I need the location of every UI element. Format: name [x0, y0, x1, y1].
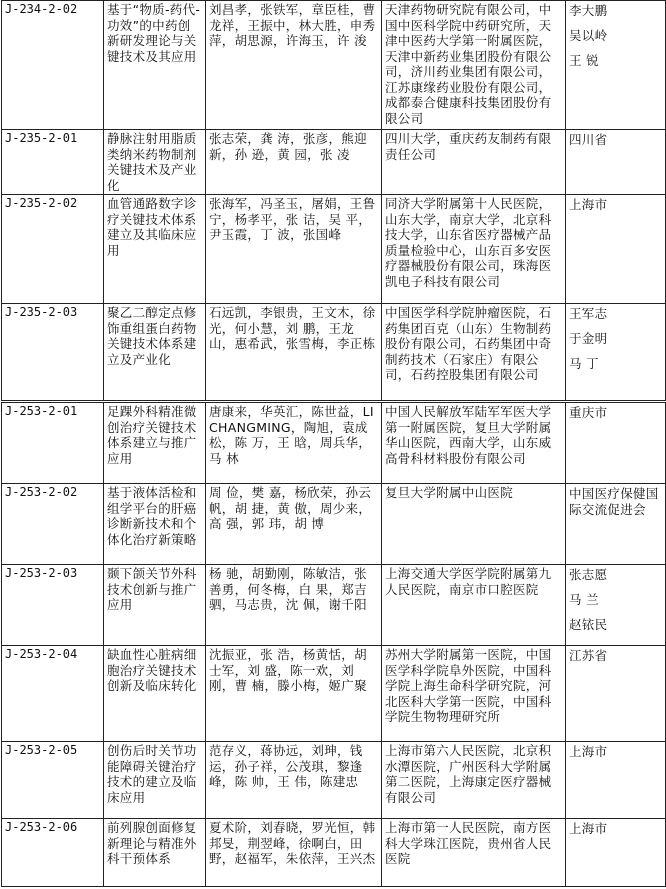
project-title: 聚乙二醇定点修饰重组蛋白药物关键技术体系建立及产业化: [104, 304, 206, 402]
project-members: 沈振亚，张 浩，杨黄恬，胡士军，刘 盛，陈一欢，刘 刚，曹 楠，滕小梅，姬广聚: [206, 646, 382, 742]
award-projects-table: [1, 0, 666, 887]
table-row: [2, 402, 666, 484]
project-code: J-253-2-04: [2, 646, 104, 742]
table-row: [2, 819, 666, 887]
project-members: 杨 驰，胡勤刚，陈敏洁，张善勇，何冬梅，白 果，郑吉驷，马志贵，沈 佩，谢千阳: [206, 565, 382, 646]
project-units: 上海交通大学医学院附属第九人民医院，南京市口腔医院: [382, 565, 566, 646]
table-row: [2, 565, 666, 646]
table-row: [2, 304, 666, 402]
recommender-name: 王军志: [569, 306, 608, 321]
recommender-name: 吴以岭: [569, 28, 608, 43]
project-units: 中国人民解放军陆军军医大学第一附属医院，复旦大学附属华山医院，西南大学，山东威高骨科材料股份有限公司: [382, 402, 566, 484]
project-units: 四川大学，重庆药友制药有限责任公司: [382, 130, 566, 195]
project-title: 血管通路数字诊疗关键技术体系建立及其临床应用: [104, 195, 206, 304]
project-title: 足踝外科精准微创治疗关键技术体系建立与推广应用: [104, 402, 206, 484]
project-recommenders: [566, 304, 666, 402]
project-recommenders: [566, 130, 666, 195]
project-recommenders: [566, 742, 666, 819]
project-members: 周 俭，樊 嘉，杨欣荣，孙云帆，胡 捷，黄 傲，周少来，高 强，郭 玮，胡 博: [206, 484, 382, 565]
recommender-name: 上海市: [569, 821, 608, 836]
recommender-name: 重庆市: [569, 405, 608, 420]
project-title: 创伤后时关节功能障碍关键治疗技术的建立及临床应用: [104, 742, 206, 819]
table-row: [2, 646, 666, 742]
project-code: J-253-2-01: [2, 402, 104, 484]
project-recommenders: [566, 1, 666, 130]
project-members: 范存义，蒋协远，刘珅，钱 运，孙子祥，公茂琪，黎逢峰，陈 帅，王 伟，陈建忠: [206, 742, 382, 819]
project-code: J-253-2-05: [2, 742, 104, 819]
recommender-name: 马 兰: [569, 592, 599, 607]
recommender-name: 张志愿: [569, 567, 608, 582]
project-members: 刘昌孝，张铁军，章臣桂，曹龙祥，王振中，林大胜，申秀萍，胡思源，许海玉，许 浚: [206, 1, 382, 130]
project-recommenders: [566, 819, 666, 887]
project-title: 缺血性心脏病细胞治疗关键技术创新及临床转化: [104, 646, 206, 742]
recommender-name: 赵铱民: [569, 617, 608, 632]
project-units: 上海市第六人民医院，北京积水潭医院，广州医科大学附属第二医院，上海康定医疗器械有限公司: [382, 742, 566, 819]
project-title: 基于“物质-药代-功效”的中药创新研发理论与关键技术及其应用: [104, 1, 206, 130]
recommender-name: 马 丁: [569, 356, 599, 371]
recommender-name: 中国医疗保健国际交流促进会: [569, 486, 659, 517]
project-title: 前列腺创面修复新理论与精准外科干预体系: [104, 819, 206, 887]
project-members: 石远凯，李银贵，王文木，徐 光，何小慧，刘 鹏，王龙山，惠希武，张雪梅，李正栋: [206, 304, 382, 402]
project-code: J-235-2-01: [2, 130, 104, 195]
recommender-name: 上海市: [569, 197, 608, 212]
table-row: [2, 195, 666, 304]
project-recommenders: [566, 195, 666, 304]
project-recommenders: [566, 402, 666, 484]
project-members: 张志荣，龚 涛，张彦，熊迎新，孙 逊，黄 园，张 凌: [206, 130, 382, 195]
recommender-name: 江苏省: [569, 648, 608, 663]
project-code: J-253-2-02: [2, 484, 104, 565]
project-recommenders: [566, 646, 666, 742]
project-title: 静脉注射用脂质类纳米药物制剂关键技术及产业化: [104, 130, 206, 195]
project-units: 天津药物研究院有限公司，中国中医科学院中药研究所，天津中医药大学第一附属医院，天津中新药业集团股份有限公司，济川药业集团有限公司，江苏康缘药业股份有限公司，成都泰合健康科技集团股份有限公司: [382, 1, 566, 130]
recommender-name: 上海市: [569, 744, 608, 759]
recommender-name: 王 锐: [569, 53, 599, 68]
recommender-name: 李大鹏: [569, 3, 608, 18]
project-members: 夏术阶，刘春晓，罗光恒，韩邦旻，荆翌峰，徐啊白，田 野，赵福军，朱依萍，王兴杰: [206, 819, 382, 887]
project-recommenders: [566, 484, 666, 565]
project-title: 基于液体活检和组学平台的肝癌诊断新技术和个体化治疗新策略: [104, 484, 206, 565]
table-row: [2, 1, 666, 130]
project-members: 唐康来，华英汇，陈世益，LICHANGMING，陶旭，袁成松，陈 万，王 晗，周兵华，马 林: [206, 402, 382, 484]
project-recommenders: [566, 565, 666, 646]
project-title: 颞下颌关节外科技术创新与推广应用: [104, 565, 206, 646]
project-units: 上海市第一人民医院，南方医科大学珠江医院，贵州省人民医院: [382, 819, 566, 887]
project-units: 同济大学附属第十人民医院，山东大学，南京大学，北京科技大学，山东省医疗器械产品质量检验中心，山东百多安医疗器械股份有限公司，珠海医凯电子科技有限公司: [382, 195, 566, 304]
project-code: J-235-2-03: [2, 304, 104, 402]
recommender-name: 四川省: [569, 132, 608, 147]
project-members: 张海军，冯圣玉，屠娟，王鲁宁，杨孝平，张 诘，吴 平，尹玉霞，丁 波，张国峰: [206, 195, 382, 304]
table-row: [2, 484, 666, 565]
project-units: 苏州大学附属第一医院，中国医学科学院阜外医院，中国科学院上海生命科学研究院，河北医科大学第一医院，中国科学院生物物理研究所: [382, 646, 566, 742]
project-units: 复旦大学附属中山医院: [382, 484, 566, 565]
project-code: J-235-2-02: [2, 195, 104, 304]
project-code: J-253-2-06: [2, 819, 104, 887]
project-code: J-234-2-02: [2, 1, 104, 130]
table-row: [2, 130, 666, 195]
table-row: [2, 742, 666, 819]
project-units: 中国医学科学院肿瘤医院，石药集团百克（山东）生物制药股份有限公司，石药集团中奇制药技术（石家庄）有限公司，石药控股集团有限公司: [382, 304, 566, 402]
project-code: J-253-2-03: [2, 565, 104, 646]
recommender-name: 于金明: [569, 331, 608, 346]
